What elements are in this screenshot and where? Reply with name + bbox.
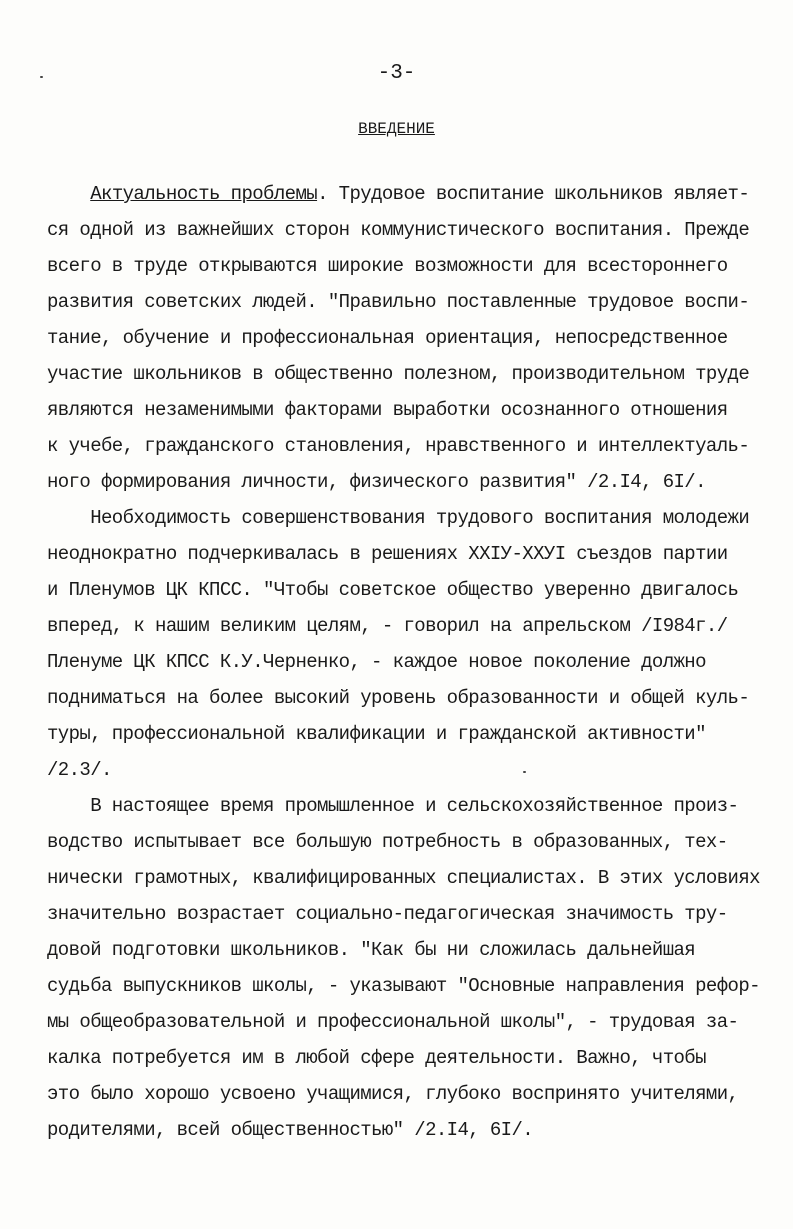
text-line: /2.3/. xyxy=(47,759,112,781)
text-line: ся одной из важнейших сторон коммунистического воспитания. Прежде xyxy=(47,219,750,241)
page-number: -3- xyxy=(377,62,416,85)
scan-speck xyxy=(40,76,43,78)
text-line: и Пленумов ЦК КПСС. "Чтобы советское общество уверенно двигалось xyxy=(47,579,739,601)
text-line: туры, профессиональной квалификации и гражданской активности" xyxy=(47,723,706,745)
text-line: родителями, всей общественностью" /2.I4, 6I/. xyxy=(47,1119,534,1141)
text-line: В настоящее время промышленное и сельскохозяйственное произ- xyxy=(47,795,739,817)
text-line: участие школьников в общественно полезном, производительном труде xyxy=(47,363,750,385)
text-line: развития советских людей. "Правильно поставленные трудовое воспи- xyxy=(47,291,750,313)
text-line xyxy=(47,183,749,205)
section-heading: ВВЕДЕНИЕ xyxy=(358,120,435,138)
text-line: подниматься на более высокий уровень образованности и общей куль- xyxy=(47,687,750,709)
text-line: калка потребуется им в любой сфере деятельности. Важно, чтобы xyxy=(47,1047,706,1069)
text-line: Необходимость совершенствования трудового воспитания молодежи xyxy=(47,507,750,529)
text-line: мы общеобразовательной и профессиональной школы", - трудовая за- xyxy=(47,1011,739,1033)
text-line: значительно возрастает социально-педагогическая значимость тру- xyxy=(47,903,728,925)
text-line: вперед, к нашим великим целям, - говорил на апрельском /I984г./ xyxy=(47,615,728,637)
text-line: Пленуме ЦК КПСС К.У.Черненко, - каждое новое поколение должно xyxy=(47,651,706,673)
text-line: к учебе, гражданского становления, нравственного и интеллектуаль- xyxy=(47,435,750,457)
text-line: довой подготовки школьников. "Как бы ни сложилась дальнейшая xyxy=(47,939,696,961)
text-line: водство испытывает все большую потребность в образованных, тех- xyxy=(47,831,728,853)
text-line: это было хорошо усвоено учащимися, глубоко воспринято учителями, xyxy=(47,1083,739,1105)
text-line: ного формирования личности, физического развития" /2.I4, 6I/. xyxy=(47,471,706,493)
text-line: судьба выпускников школы, - указывают "Основные направления рефор- xyxy=(47,975,760,997)
text-line: нически грамотных, квалифицированных специалистах. В этих условиях xyxy=(47,867,760,889)
text-line-rest: . Трудовое воспитание школьников являет- xyxy=(317,183,750,205)
text-line: являются незаменимыми факторами выработки осознанного отношения xyxy=(47,399,728,421)
text-line: всего в труде открываются широкие возможности для всестороннего xyxy=(47,255,728,277)
topic-label: Актуальность проблемы xyxy=(90,183,318,205)
text-line: тание, обучение и профессиональная ориентация, непосредственное xyxy=(47,327,728,349)
text-line: неоднократно подчеркивалась в решениях ХХIУ-ХХУI съездов партии xyxy=(47,543,728,565)
scan-speck xyxy=(523,771,526,773)
